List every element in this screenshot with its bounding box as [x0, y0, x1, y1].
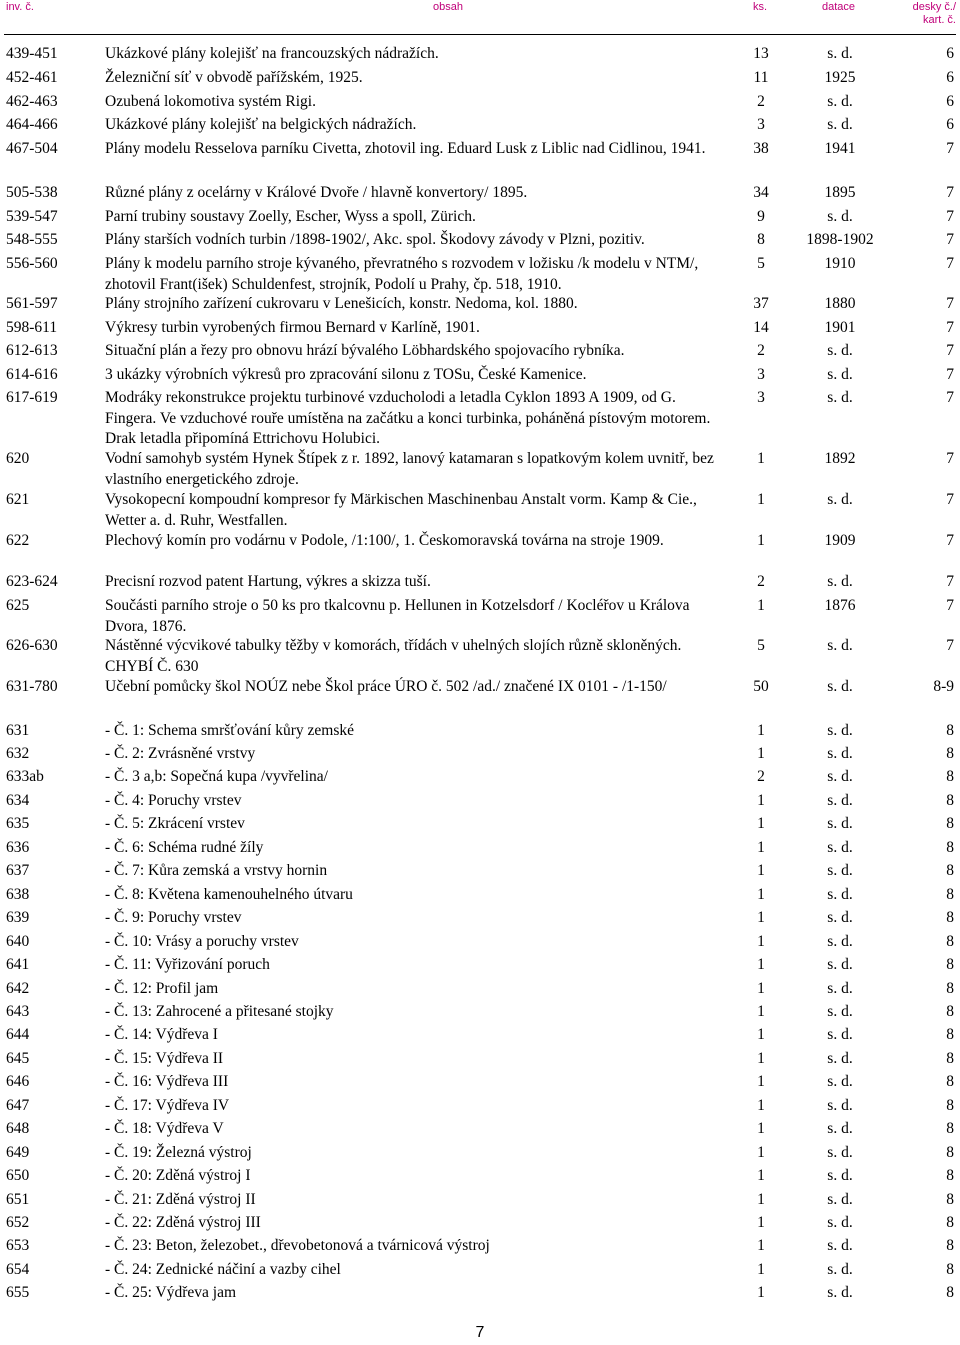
- row-ks: 14: [753, 319, 769, 336]
- row-datace: s. d.: [827, 1097, 853, 1114]
- row-obsah: - Č. 24: Zednické náčiní a vazby cihel: [105, 1261, 341, 1278]
- row-obsah: Parní trubiny soustavy Zoelly, Escher, Wyss a spoll, Zürich.: [105, 208, 476, 225]
- row-inv: 644: [6, 1026, 30, 1043]
- header-divider: [4, 34, 956, 35]
- row-inv: 635: [6, 815, 30, 832]
- page-number: 7: [475, 1324, 485, 1341]
- row-obsah: - Č. 25: Výdřeva jam: [105, 1284, 237, 1301]
- row-datace: s. d.: [827, 678, 853, 695]
- header-obsah: obsah: [433, 1, 463, 13]
- row-obsah: - Č. 16: Výdřeva III: [105, 1073, 229, 1090]
- row-datace: s. d.: [827, 637, 853, 654]
- row-ks: 8: [757, 231, 765, 248]
- row-ks: 1: [757, 815, 765, 832]
- header-datace: datace: [822, 1, 856, 13]
- row-datace: s. d.: [827, 366, 853, 383]
- row-datace: s. d.: [827, 933, 853, 950]
- row-inv: 647: [6, 1097, 30, 1114]
- header-desky: desky č./ kart. č.: [912, 1, 956, 26]
- row-datace: s. d.: [827, 839, 853, 856]
- row-ks: 5: [757, 637, 765, 654]
- row-inv: 654: [6, 1261, 30, 1278]
- row-datace: s. d.: [827, 792, 853, 809]
- row-inv: 561-597: [6, 295, 58, 312]
- row-obsah: Železniční síť v obvodě pařížském, 1925.: [105, 69, 363, 86]
- row-desky: 6: [946, 45, 954, 62]
- row-ks: 38: [753, 140, 769, 157]
- row-desky: 8: [946, 1003, 954, 1020]
- row-inv: 636: [6, 839, 30, 856]
- row-ks: 1: [757, 745, 765, 762]
- row-inv: 631: [6, 722, 30, 739]
- row-ks: 1: [757, 1073, 765, 1090]
- row-obsah: Plány starších vodních turbin /1898-1902/, Akc. spol. Škodovy závody v Plzni, pozitiv.: [105, 231, 645, 248]
- row-ks: 1: [757, 1120, 765, 1137]
- row-ks: 5: [757, 255, 765, 272]
- row-datace: s. d.: [827, 886, 853, 903]
- row-datace: s. d.: [827, 1073, 853, 1090]
- row-ks: 2: [757, 93, 765, 110]
- row-inv: 539-547: [6, 208, 58, 225]
- row-inv: 646: [6, 1073, 30, 1090]
- row-desky: 8: [946, 839, 954, 856]
- row-desky: 7: [946, 342, 954, 359]
- row-ks: 2: [757, 768, 765, 785]
- row-datace: s. d.: [827, 1003, 853, 1020]
- row-datace: s. d.: [827, 1120, 853, 1137]
- row-inv: 651: [6, 1191, 30, 1208]
- row-desky: 8: [946, 1120, 954, 1137]
- row-obsah: - Č. 8: Květena kamenouhelného útvaru: [105, 886, 353, 903]
- row-obsah: Situační plán a řezy pro obnovu hrází bývalého Löbhardského spojovacího rybníka.: [105, 342, 625, 359]
- row-obsah: - Č. 14: Výdřeva I: [105, 1026, 218, 1043]
- row-desky: 8: [946, 886, 954, 903]
- row-desky: 8: [946, 745, 954, 762]
- row-ks: 1: [757, 980, 765, 997]
- row-ks: 1: [757, 1097, 765, 1114]
- row-desky: 8: [946, 1237, 954, 1254]
- row-desky: 8: [946, 1050, 954, 1067]
- row-datace: s. d.: [827, 956, 853, 973]
- row-obsah: Ozubená lokomotiva systém Rigi.: [105, 93, 316, 110]
- row-inv: 642: [6, 980, 30, 997]
- row-desky: 8: [946, 792, 954, 809]
- row-ks: 1: [757, 1237, 765, 1254]
- row-desky: 8: [946, 933, 954, 950]
- row-ks: 34: [753, 184, 769, 201]
- row-ks: 1: [757, 1261, 765, 1278]
- row-obsah: - Č. 6: Schéma rudné žíly: [105, 839, 264, 856]
- row-obsah: Plechový komín pro vodárnu v Podole, /1:100/, 1. Českomoravská továrna na stroje 1909.: [105, 532, 664, 549]
- row-obsah: Precisní rozvod patent Hartung, výkres a skizza tuší.: [105, 573, 431, 590]
- header-ks: ks.: [753, 1, 768, 13]
- row-inv: 621: [6, 491, 30, 508]
- row-desky: 7: [946, 140, 954, 157]
- row-inv: 617-619: [6, 389, 58, 406]
- row-desky: 7: [946, 532, 954, 549]
- row-desky: 7: [946, 208, 954, 225]
- row-datace: s. d.: [827, 815, 853, 832]
- row-desky: 8: [946, 1144, 954, 1161]
- row-datace: s. d.: [827, 1050, 853, 1067]
- row-ks: 1: [757, 1191, 765, 1208]
- row-desky: 8: [946, 1167, 954, 1184]
- row-obsah: - Č. 4: Poruchy vrstev: [105, 792, 242, 809]
- row-desky: 8: [946, 1026, 954, 1043]
- row-obsah: - Č. 3 a,b: Sopečná kupa /vyvřelina/: [105, 768, 328, 785]
- row-datace: s. d.: [827, 208, 853, 225]
- row-inv: 631-780: [6, 678, 58, 695]
- row-ks: 1: [757, 933, 765, 950]
- row-inv: 643: [6, 1003, 30, 1020]
- row-inv: 637: [6, 862, 30, 879]
- row-inv: 641: [6, 956, 30, 973]
- row-obsah: - Č. 7: Kůra zemská a vrstvy hornin: [105, 862, 328, 879]
- row-ks: 1: [757, 1144, 765, 1161]
- row-ks: 11: [753, 69, 769, 86]
- row-inv: 655: [6, 1284, 30, 1301]
- row-inv: 612-613: [6, 342, 58, 359]
- row-desky: 7: [946, 573, 954, 590]
- row-obsah: - Č. 21: Zděná výstroj II: [105, 1191, 256, 1208]
- row-ks: 1: [757, 597, 765, 614]
- row-datace: s. d.: [827, 573, 853, 590]
- row-datace: s. d.: [827, 909, 853, 926]
- row-datace: s. d.: [827, 1026, 853, 1043]
- row-inv: 462-463: [6, 93, 58, 110]
- row-datace: 1895: [824, 184, 856, 201]
- row-desky: 7: [946, 255, 954, 272]
- row-ks: 2: [757, 342, 765, 359]
- row-desky: 6: [946, 93, 954, 110]
- row-ks: 1: [757, 722, 765, 739]
- row-datace: s. d.: [827, 722, 853, 739]
- row-datace: s. d.: [827, 1144, 853, 1161]
- row-obsah: - Č. 22: Zděná výstroj III: [105, 1214, 261, 1231]
- row-ks: 3: [757, 116, 765, 133]
- row-ks: 1: [757, 956, 765, 973]
- row-ks: 1: [757, 1003, 765, 1020]
- row-ks: 1: [757, 450, 765, 467]
- row-ks: 37: [753, 295, 769, 312]
- row-ks: 1: [757, 839, 765, 856]
- row-ks: 1: [757, 1214, 765, 1231]
- row-datace: s. d.: [827, 1261, 853, 1278]
- row-desky: 7: [946, 184, 954, 201]
- row-inv: 650: [6, 1167, 30, 1184]
- row-inv: 648: [6, 1120, 30, 1137]
- table-header: [0, 0, 960, 30]
- row-ks: 1: [757, 491, 765, 508]
- row-inv: 505-538: [6, 184, 58, 201]
- row-ks: 1: [757, 532, 765, 549]
- row-inv: 639: [6, 909, 30, 926]
- row-desky: 8: [946, 1191, 954, 1208]
- row-inv: 632: [6, 745, 30, 762]
- row-ks: 1: [757, 1050, 765, 1067]
- row-inv: 622: [6, 532, 30, 549]
- row-obsah: - Č. 13: Zahrocené a přitesané stojky: [105, 1003, 334, 1020]
- row-datace: s. d.: [827, 1167, 853, 1184]
- row-obsah: - Č. 11: Vyřizování poruch: [105, 956, 270, 973]
- row-ks: 1: [757, 1284, 765, 1301]
- row-ks: 1: [757, 909, 765, 926]
- row-inv: 620: [6, 450, 30, 467]
- row-ks: 2: [757, 573, 765, 590]
- row-desky: 8: [946, 1284, 954, 1301]
- row-datace: 1925: [824, 69, 856, 86]
- row-desky: 8: [946, 1073, 954, 1090]
- row-inv: 598-611: [6, 319, 58, 336]
- row-obsah: Plány strojního zařízení cukrovaru v Lenešicích, konstr. Nedoma, kol. 1880.: [105, 295, 578, 312]
- row-desky: 6: [946, 116, 954, 133]
- row-inv: 626-630: [6, 637, 58, 654]
- row-datace: s. d.: [827, 1214, 853, 1231]
- row-obsah: Součásti parního stroje o 50 ks pro tkalcovnu p. Hellunen in Kotzelsdorf / Kocléřov u Králova Dvora, 1876.: [105, 597, 690, 635]
- row-inv: 556-560: [6, 255, 58, 272]
- row-desky: 8: [946, 980, 954, 997]
- row-obsah: - Č. 10: Vrásy a poruchy vrstev: [105, 933, 299, 950]
- row-desky: 8: [946, 1097, 954, 1114]
- row-desky: 7: [946, 231, 954, 248]
- row-datace: s. d.: [827, 980, 853, 997]
- row-desky: 8: [946, 815, 954, 832]
- row-obsah: - Č. 15: Výdřeva II: [105, 1050, 224, 1067]
- row-datace: s. d.: [827, 745, 853, 762]
- row-desky: 8-9: [933, 678, 954, 695]
- row-datace: 1910: [824, 255, 856, 272]
- row-obsah: Vysokopecní kompoudní kompresor fy Märkischen Maschinenbau Anstalt vorm. Kamp & Cie., Wetter a. d. Ruhr, Westfallen.: [105, 491, 697, 529]
- row-inv: 645: [6, 1050, 30, 1067]
- row-obsah: - Č. 17: Výdřeva IV: [105, 1097, 230, 1114]
- row-desky: 8: [946, 768, 954, 785]
- row-datace: 1909: [824, 532, 856, 549]
- row-datace: s. d.: [827, 1237, 853, 1254]
- row-ks: 3: [757, 389, 765, 406]
- row-datace: 1876: [824, 597, 856, 614]
- row-obsah: Různé plány z ocelárny v Králové Dvoře / hlavně konvertory/ 1895.: [105, 184, 528, 201]
- row-obsah: Ukázkové plány kolejišť na belgických nádražích.: [105, 116, 417, 133]
- row-ks: 1: [757, 886, 765, 903]
- row-ks: 1: [757, 1026, 765, 1043]
- row-obsah: - Č. 2: Zvrásněné vrstvy: [105, 745, 256, 762]
- header-inv: inv. č.: [6, 1, 34, 13]
- row-inv: 548-555: [6, 231, 58, 248]
- row-desky: 8: [946, 862, 954, 879]
- row-datace: s. d.: [827, 116, 853, 133]
- row-datace: s. d.: [827, 768, 853, 785]
- row-datace: s. d.: [827, 45, 853, 62]
- row-inv: 634: [6, 792, 30, 809]
- row-obsah: - Č. 18: Výdřeva V: [105, 1120, 224, 1137]
- row-ks: 50: [753, 678, 769, 695]
- row-inv: 652: [6, 1214, 30, 1231]
- row-datace: 1892: [824, 450, 856, 467]
- row-ks: 1: [757, 862, 765, 879]
- row-datace: s. d.: [827, 1191, 853, 1208]
- row-datace: s. d.: [827, 862, 853, 879]
- row-desky: 8: [946, 1214, 954, 1231]
- row-desky: 7: [946, 389, 954, 406]
- row-datace: 1941: [824, 140, 856, 157]
- row-desky: 7: [946, 319, 954, 336]
- row-inv: 623-624: [6, 573, 58, 590]
- row-inv: 638: [6, 886, 30, 903]
- row-desky: 8: [946, 722, 954, 739]
- row-obsah: - Č. 23: Beton, železobet., dřevobetonová a tvárnicová výstroj: [105, 1237, 490, 1254]
- row-datace: s. d.: [827, 491, 853, 508]
- row-datace: 1901: [824, 319, 856, 336]
- row-obsah: - Č. 20: Zděná výstroj I: [105, 1167, 251, 1184]
- row-obsah: 3 ukázky výrobních výkresů pro zpracování silonu z TOSu, České Kamenice.: [105, 366, 587, 383]
- row-obsah: - Č. 9: Poruchy vrstev: [105, 909, 242, 926]
- row-desky: 7: [946, 295, 954, 312]
- row-ks: 9: [757, 208, 765, 225]
- row-obsah: Nástěnné výcvikové tabulky těžby v komorách, třídách v uhelných slojích různě skloněných. CHYBÍ Č. 630: [105, 637, 682, 675]
- row-obsah: Výkresy turbin vyrobených firmou Bernard v Karlíně, 1901.: [105, 319, 480, 336]
- row-inv: 614-616: [6, 366, 58, 383]
- row-ks: 1: [757, 1167, 765, 1184]
- row-inv: 439-451: [6, 45, 58, 62]
- row-obsah: Plány modelu Resselova parníku Civetta, zhotovil ing. Eduard Lusk z Liblic nad Cidlinou, 1941.: [105, 140, 706, 157]
- row-desky: 8: [946, 1261, 954, 1278]
- row-inv: 452-461: [6, 69, 58, 86]
- row-obsah: Učební pomůcky škol NOÚZ nebe Škol práce ÚRO č. 502 /ad./ značené IX 0101 - /1-150/: [105, 678, 667, 695]
- row-obsah: Vodní samohyb systém Hynek Štípek z r. 1892, lanový katamaran s lopatkovým kolem uvnitř, bez vlastního energetického zdroje.: [105, 450, 714, 488]
- row-ks: 13: [753, 45, 769, 62]
- row-desky: 6: [946, 69, 954, 86]
- row-datace: s. d.: [827, 1284, 853, 1301]
- row-desky: 7: [946, 637, 954, 654]
- row-obsah: - Č. 19: Železná výstroj: [105, 1144, 252, 1161]
- row-datace: 1898-1902: [806, 231, 874, 248]
- row-desky: 7: [946, 450, 954, 467]
- row-obsah: - Č. 12: Profil jam: [105, 980, 219, 997]
- row-obsah: Ukázkové plány kolejišť na francouzských nádražích.: [105, 45, 439, 62]
- row-inv: 467-504: [6, 140, 58, 157]
- row-inv: 649: [6, 1144, 30, 1161]
- row-desky: 7: [946, 366, 954, 383]
- row-inv: 625: [6, 597, 30, 614]
- row-obsah: Modráky rekonstrukce projektu turbinové vzducholodi a letadla Cyklon 1893 A 1909, od G. Fingera. Ve vzduchové rouře umístěna na začátku a konci turbinka, poháněná pístovým motorem. Drak letadla připomíná Ettrichovu Holubici.: [105, 389, 711, 447]
- row-desky: 8: [946, 909, 954, 926]
- row-ks: 1: [757, 792, 765, 809]
- row-datace: s. d.: [827, 93, 853, 110]
- row-inv: 464-466: [6, 116, 58, 133]
- row-inv: 633ab: [6, 768, 44, 785]
- row-desky: 8: [946, 956, 954, 973]
- row-desky: 7: [946, 491, 954, 508]
- row-obsah: - Č. 5: Zkrácení vrstev: [105, 815, 245, 832]
- row-datace: s. d.: [827, 342, 853, 359]
- row-ks: 3: [757, 366, 765, 383]
- row-datace: 1880: [824, 295, 856, 312]
- row-obsah: Plány k modelu parního stroje kývaného, převratného s rozvodem v ložisku /k modelu v NTM/, zhotovil Frant(išek) Schuldenfest, strojník, Podolí u Prahy, čp. 518, 1910.: [105, 255, 699, 293]
- row-inv: 640: [6, 933, 30, 950]
- row-desky: 7: [946, 597, 954, 614]
- row-inv: 653: [6, 1237, 30, 1254]
- row-obsah: - Č. 1: Schema smršťování kůry zemské: [105, 722, 354, 739]
- row-datace: s. d.: [827, 389, 853, 406]
